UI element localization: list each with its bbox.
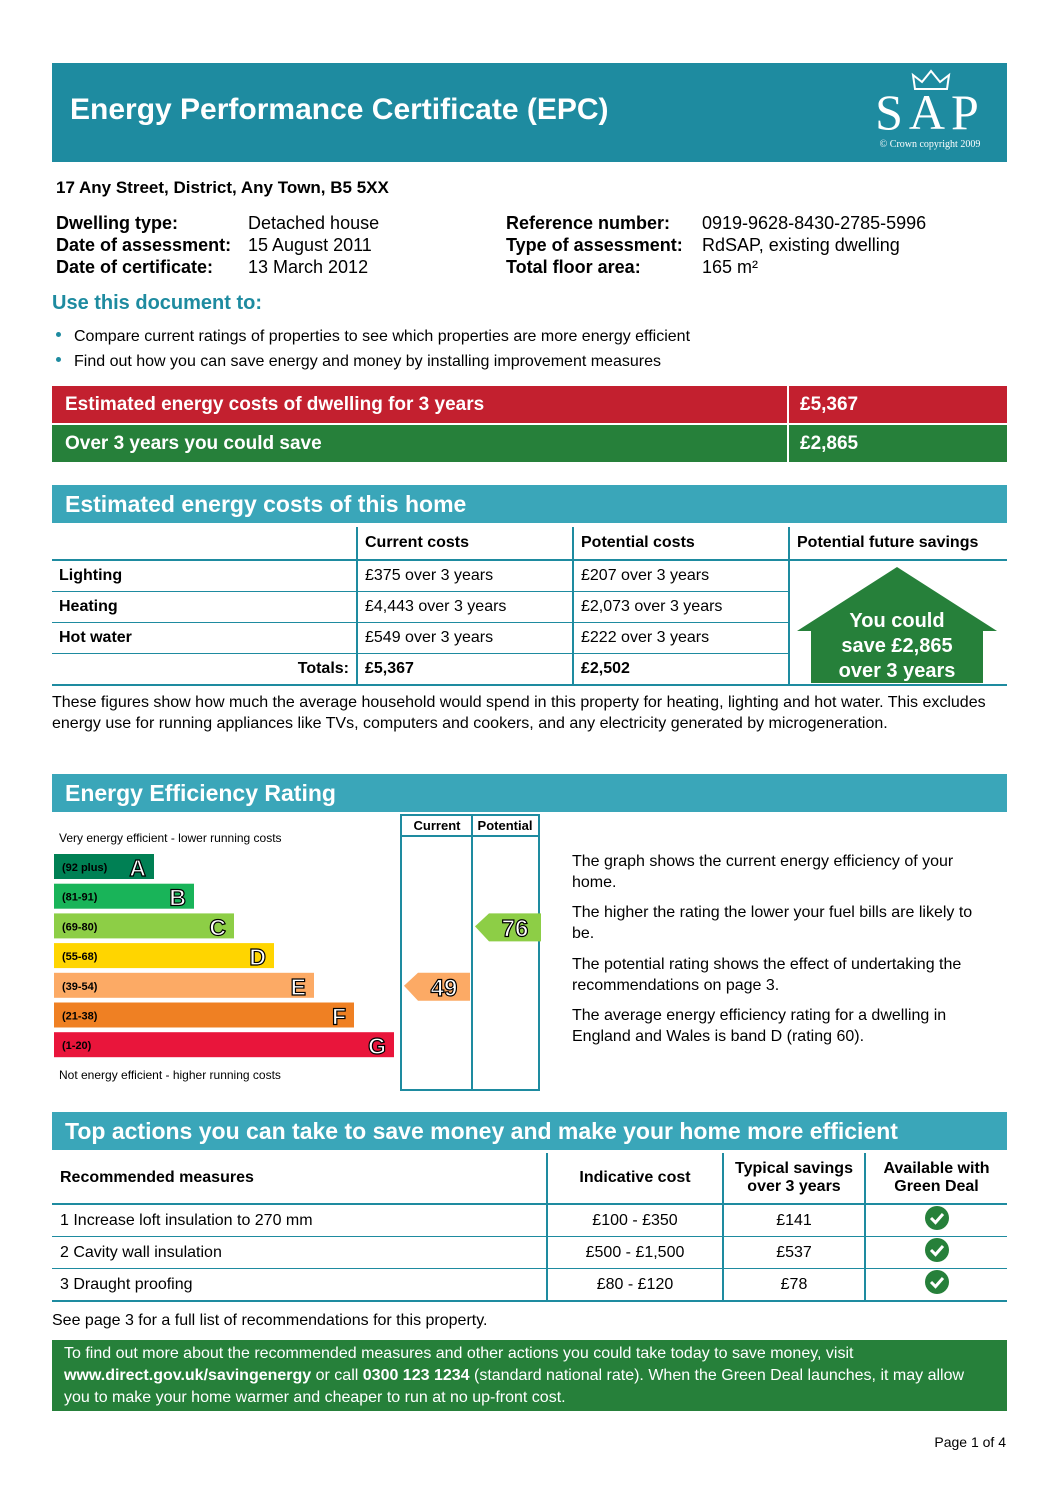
estimated-cost-value: £5,367 bbox=[800, 394, 859, 415]
use-document-heading: Use this document to: bbox=[52, 292, 263, 314]
band-letter: G bbox=[368, 1033, 386, 1060]
band-range: (69-80) bbox=[62, 921, 98, 934]
table-row: Heating £4,443 over 3 years £2,073 over 3 years bbox=[52, 592, 1007, 623]
detail-label: Type of assessment: bbox=[506, 235, 683, 255]
detail-value: 0919-9628-8430-2785-5996 bbox=[702, 213, 927, 233]
detail-label: Reference number: bbox=[506, 213, 671, 233]
details-left bbox=[56, 212, 379, 278]
bullet-item: Find out how you can save energy and money by installing improvement measures bbox=[56, 353, 661, 371]
recommendations-note: See page 3 for a full list of recommendations for this property. bbox=[52, 1312, 488, 1329]
section-rating-heading: Energy Efficiency Rating bbox=[52, 774, 1007, 812]
detail-value: 15 August 2011 bbox=[248, 235, 372, 255]
section-costs-heading: Estimated energy costs of this home bbox=[52, 485, 1007, 523]
band-letter: D bbox=[249, 944, 266, 971]
band-range: (92 plus) bbox=[62, 862, 108, 874]
check-icon bbox=[924, 1237, 950, 1263]
info-box: To find out more about the recommended measures and other actions you could take today to save money, visit www.direct.gov.uk/savingenergy or call 0300 123 1234 (standard national rate). When the Green Deal launches, it may allow you to make your home warmer and cheaper to run at no up-front cost. bbox=[52, 1340, 1007, 1411]
details-right bbox=[506, 212, 926, 278]
savingenergy-link[interactable]: www.direct.gov.uk/savingenergy bbox=[64, 1367, 312, 1384]
detail-label: Date of assessment: bbox=[56, 235, 232, 255]
logo-copyright: © Crown copyright 2009 bbox=[879, 139, 981, 150]
table-header-row: Current costs Potential costs Potential future savings bbox=[52, 527, 1007, 560]
detail-row bbox=[56, 234, 379, 256]
table-row: 1 Increase loft insulation to 270 mm £100 - £350 £141 bbox=[52, 1204, 1007, 1237]
table-row: Hot water £549 over 3 years £222 over 3 years bbox=[52, 623, 1007, 654]
rating-chart bbox=[52, 814, 542, 1092]
estimated-cost-label: Estimated energy costs of dwelling for 3 years bbox=[65, 394, 485, 415]
totals-row: Totals: £5,367 £2,502 bbox=[52, 654, 1007, 686]
bullet-icon bbox=[56, 332, 61, 337]
table-row: 3 Draught proofing £80 - £120 £78 bbox=[52, 1269, 1007, 1302]
saving-line: over 3 years bbox=[838, 660, 956, 682]
scale-bottom-label: Not energy efficient - higher running costs bbox=[59, 1068, 281, 1082]
current-column-label: Current bbox=[413, 818, 461, 833]
logo-letters: SAP bbox=[875, 84, 985, 140]
saving-line: You could bbox=[849, 610, 945, 632]
table-header-row: Recommended measures Indicative cost Typical savings over 3 years Available with Green Deal bbox=[52, 1153, 1007, 1204]
save-value: £2,865 bbox=[800, 433, 859, 454]
detail-row bbox=[506, 212, 926, 234]
recommendations-table bbox=[52, 1153, 1007, 1302]
page-number: Page 1 of 4 bbox=[934, 1434, 1006, 1450]
potential-rating-value: 76 bbox=[501, 915, 529, 943]
band-range: (21-38) bbox=[62, 1010, 98, 1023]
band-letter: B bbox=[169, 884, 186, 911]
band-letter: F bbox=[331, 1003, 346, 1030]
detail-value: 165 m² bbox=[702, 257, 759, 277]
check-icon bbox=[924, 1269, 950, 1295]
rating-text: The average energy efficiency rating for a dwelling in England and Wales is band D (rating 60). bbox=[572, 1007, 947, 1045]
save-bar bbox=[52, 425, 1007, 462]
current-rating-value: 49 bbox=[430, 974, 458, 1002]
section-actions-heading: Top actions you can take to save money and make your home more efficient bbox=[52, 1112, 1007, 1150]
rating-band-g bbox=[54, 1032, 394, 1060]
band-letter: E bbox=[290, 973, 306, 1000]
detail-label: Date of certificate: bbox=[56, 257, 214, 277]
scale-top-label: Very energy efficient - lower running costs bbox=[59, 831, 282, 845]
saving-line: save £2,865 bbox=[841, 635, 953, 657]
costs-note: These figures show how much the average household would spend in this property for heating, lighting and hot water. This excludes energy use for running appliances like TVs, computers and cookers, and any electricity generated by microgeneration. bbox=[52, 694, 986, 732]
crown-icon bbox=[911, 69, 951, 91]
save-label: Over 3 years you could save bbox=[65, 433, 322, 454]
detail-value: Detached house bbox=[248, 213, 380, 233]
rating-bands bbox=[54, 854, 394, 1059]
sap-logo bbox=[865, 69, 995, 159]
rating-text: The potential rating shows the effect of undertaking the recommendations on page 3. bbox=[572, 956, 962, 994]
bullet-icon bbox=[56, 357, 61, 362]
detail-row bbox=[56, 256, 379, 278]
detail-label: Dwelling type: bbox=[56, 213, 179, 233]
check-icon bbox=[924, 1205, 950, 1231]
table-row: Lighting £375 over 3 years £207 over 3 years bbox=[52, 560, 1007, 592]
detail-label: Total floor area: bbox=[506, 257, 641, 277]
certificate-header bbox=[52, 63, 1007, 162]
band-letter: C bbox=[209, 914, 226, 941]
band-range: (55-68) bbox=[62, 951, 98, 964]
rating-text: The graph shows the current energy efficiency of your home. bbox=[572, 853, 954, 891]
rating-text: The higher the rating the lower your fuel bills are likely to be. bbox=[572, 904, 973, 942]
band-range: (1-20) bbox=[62, 1040, 92, 1053]
detail-row bbox=[56, 212, 379, 234]
rating-band-f bbox=[54, 1003, 354, 1028]
savings-arrow bbox=[797, 567, 997, 683]
estimated-cost-bar bbox=[52, 386, 1007, 423]
detail-value: RdSAP, existing dwelling bbox=[702, 235, 900, 255]
bullet-item: Compare current ratings of properties to see which properties are more energy efficient bbox=[56, 328, 690, 346]
phone-number: 0300 123 1234 bbox=[362, 1367, 470, 1384]
band-range: (39-54) bbox=[62, 980, 98, 993]
band-letter: A bbox=[129, 855, 146, 881]
property-address: 17 Any Street, District, Any Town, B5 5XX bbox=[56, 178, 389, 197]
detail-value: 13 March 2012 bbox=[248, 257, 369, 277]
potential-column-label: Potential bbox=[477, 818, 533, 833]
table-row: 2 Cavity wall insulation £500 - £1,500 £537 bbox=[52, 1237, 1007, 1269]
page-title: Energy Performance Certificate (EPC) bbox=[70, 93, 609, 126]
detail-row bbox=[506, 234, 926, 256]
band-range: (81-91) bbox=[62, 891, 98, 904]
detail-row bbox=[506, 256, 926, 278]
